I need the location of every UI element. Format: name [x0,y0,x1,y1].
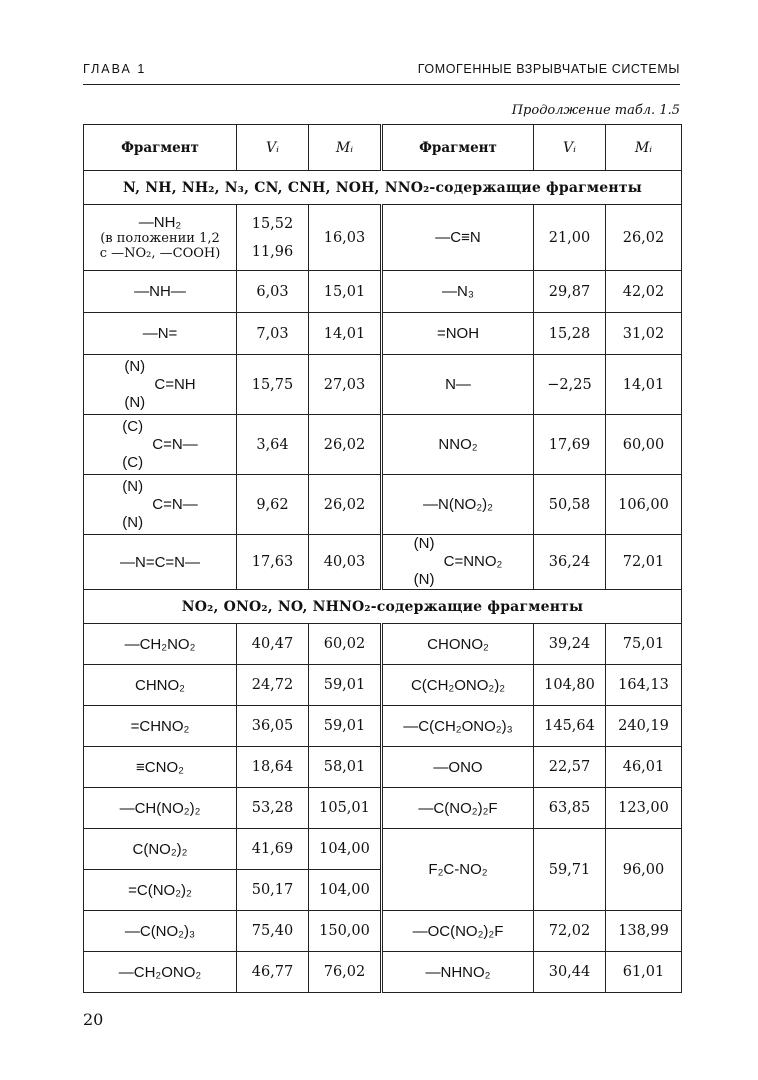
fragment-left-line: (N) [122,477,144,495]
value-m-right: 60,00 [606,415,682,475]
table-row [84,624,682,665]
nh2-m: 16,03 [309,205,382,271]
cno2-a-fragment: C(NO₂)₂ [84,829,237,870]
fragment-right: NNO₂ [382,415,534,475]
fragment-table [83,124,682,993]
fragment-right: CHONO₂ [382,624,534,665]
value-v-right: 29,87 [534,271,606,313]
fragment-left-stack [122,478,197,532]
fragment-right: —C(CH₂ONO₂)₃ [382,706,534,747]
fragment-left: —N=C=N— [84,535,237,590]
f2c-v: 59,71 [534,829,606,911]
value-v-left: 24,72 [237,665,309,706]
value-v-left: 17,63 [237,535,309,590]
value-v-right: 63,85 [534,788,606,829]
fragment-left-line: (C) [122,417,144,435]
table-header-row [84,125,682,171]
fragment-left: —NH— [84,271,237,313]
fragment-left-stack [122,418,197,472]
fragment-right-line: (N) [413,535,435,552]
fragment-right: =NOH [382,313,534,355]
running-header [83,58,680,85]
value-v-right: 145,64 [534,706,606,747]
table-row [84,535,682,590]
fragment-right: —N(NO₂)₂ [382,475,534,535]
value-m-left: 15,01 [309,271,382,313]
table-row [84,788,682,829]
value-v-right: 72,02 [534,911,606,952]
value-v-right: 17,69 [534,415,606,475]
cn-fragment: —C≡N [382,205,534,271]
cno2-a-m: 104,00 [309,829,382,870]
value-m-right: 123,00 [606,788,682,829]
fragment-left: —CH₂NO₂ [84,624,237,665]
value-v-right: 50,58 [534,475,606,535]
fragment-right: —N₃ [382,271,534,313]
value-m-left: 27,03 [309,355,382,415]
table-row [84,829,682,870]
fragment-right: C(CH₂ONO₂)₂ [382,665,534,706]
value-m-left: 59,01 [309,706,382,747]
col-m-right: Mᵢ [606,125,682,171]
chapter-title: ГОМОГЕННЫЕ ВЗРЫВЧАТЫЕ СИСТЕМЫ [417,62,680,76]
fragment-left-line: (N) [124,393,146,411]
fragment-right-line: C=NNO₂ [443,553,503,570]
fragment-left: —CH(NO₂)₂ [84,788,237,829]
table-row [84,475,682,535]
value-m-right: 75,01 [606,624,682,665]
table-row [84,313,682,355]
section1-title: N, NH, NH₂, N₃, CN, CNH, NOH, NNO₂-содержащие фрагменты [84,171,682,205]
value-m-right: 72,01 [606,535,682,590]
cno2-a-v: 41,69 [237,829,309,870]
value-m-right: 61,01 [606,952,682,993]
cno2-b-m: 104,00 [309,870,382,911]
fragment-left: —N= [84,313,237,355]
nh2-note1: (в положении 1,2 [100,231,220,246]
chapter-label: ГЛАВА 1 [83,62,147,76]
table-row [84,415,682,475]
value-v-right: 15,28 [534,313,606,355]
value-m-left: 26,02 [309,415,382,475]
value-m-right: 138,99 [606,911,682,952]
table-row [84,911,682,952]
fragment-left: —CH₂ONO₂ [84,952,237,993]
fragment-left-line: C=NH [154,375,196,393]
nh2-v2: 11,96 [251,243,294,260]
value-m-left: 14,01 [309,313,382,355]
fragment-right [382,535,534,590]
fragment-right: N— [382,355,534,415]
col-v-left: Vᵢ [237,125,309,171]
value-v-left: 53,28 [237,788,309,829]
value-m-left: 60,02 [309,624,382,665]
col-v-right: Vᵢ [534,125,606,171]
value-v-left: 6,03 [237,271,309,313]
nh2-v [237,205,309,271]
value-v-right: 22,57 [534,747,606,788]
col-fragment-right: Фрагмент [382,125,534,171]
page-number: 20 [83,1010,104,1029]
table-row [84,271,682,313]
value-v-left: 46,77 [237,952,309,993]
fragment-left-line: (C) [122,453,144,471]
nh2-note2: с —NO₂, —COOH) [99,246,221,261]
fragment-left: ≡CNO₂ [84,747,237,788]
value-v-left: 36,05 [237,706,309,747]
fragment-left [84,355,237,415]
fragment-right: —NHNO₂ [382,952,534,993]
value-m-left: 58,01 [309,747,382,788]
section-row [84,171,682,205]
table-row [84,355,682,415]
value-v-left: 15,75 [237,355,309,415]
cn-m: 26,02 [606,205,682,271]
fragment-left-line: (N) [124,357,146,375]
value-v-left: 7,03 [237,313,309,355]
table-row [84,205,682,271]
value-v-right: 36,24 [534,535,606,590]
value-m-left: 150,00 [309,911,382,952]
fragment-left: —C(NO₂)₃ [84,911,237,952]
fragment-right-stack [414,535,503,589]
fragment-right-line: (N) [413,571,435,588]
section-row [84,590,682,624]
cn-v: 21,00 [534,205,606,271]
table-caption: Продолжение табл. 1.5 [511,103,680,118]
fragment-left [84,415,237,475]
value-m-right: 164,13 [606,665,682,706]
table-row [84,952,682,993]
value-m-left: 40,03 [309,535,382,590]
value-m-right: 106,00 [606,475,682,535]
fragment-right: —C(NO₂)₂F [382,788,534,829]
value-v-left: 75,40 [237,911,309,952]
value-m-left: 26,02 [309,475,382,535]
value-v-left: 40,47 [237,624,309,665]
fragment-right: —OC(NO₂)₂F [382,911,534,952]
fragment-left [84,475,237,535]
value-m-right: 42,02 [606,271,682,313]
value-v-right: 39,24 [534,624,606,665]
f2c-m: 96,00 [606,829,682,911]
fragment-right: —ONO [382,747,534,788]
value-m-right: 46,01 [606,747,682,788]
fragment-left: CHNO₂ [84,665,237,706]
fragment-left: =CHNO₂ [84,706,237,747]
value-m-right: 14,01 [606,355,682,415]
cno2-b-fragment: =C(NO₂)₂ [84,870,237,911]
value-v-right: 30,44 [534,952,606,993]
cno2-b-v: 50,17 [237,870,309,911]
value-v-left: 18,64 [237,747,309,788]
value-m-right: 31,02 [606,313,682,355]
col-fragment-left: Фрагмент [84,125,237,171]
value-v-left: 3,64 [237,415,309,475]
value-v-right: −2,25 [534,355,606,415]
table-row [84,665,682,706]
value-m-right: 240,19 [606,706,682,747]
value-m-left: 76,02 [309,952,382,993]
fragment-left-line: (N) [122,513,144,531]
nh2-formula: —NH₂ [138,214,182,231]
value-v-right: 104,80 [534,665,606,706]
value-m-left: 105,01 [309,788,382,829]
table-row [84,747,682,788]
fragment-left-stack [124,358,195,412]
nh2-v1: 15,52 [251,215,294,232]
fragment-left-line: C=N— [152,435,198,453]
section2-title: NO₂, ONO₂, NO, NHNO₂-содержащие фрагменты [84,590,682,624]
table-row [84,706,682,747]
value-m-left: 59,01 [309,665,382,706]
value-v-left: 9,62 [237,475,309,535]
f2c-fragment: F₂C-NO₂ [382,829,534,911]
fragment-left-line: C=N— [152,495,198,513]
col-m-left: Mᵢ [309,125,382,171]
nh2-fragment [84,205,237,271]
